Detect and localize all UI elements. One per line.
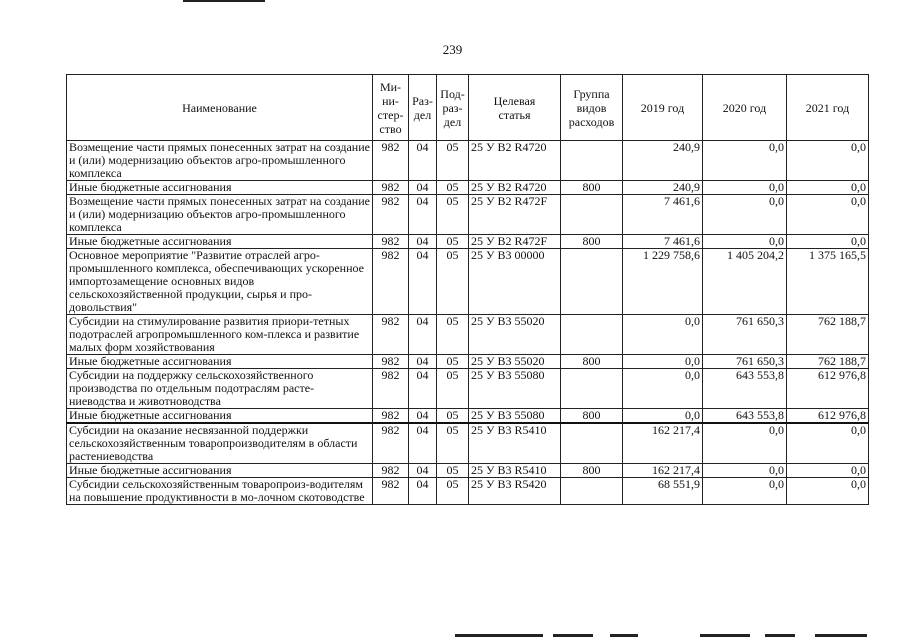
row-2020: 761 650,3 — [703, 315, 787, 355]
col-header-2021: 2021 год — [787, 75, 869, 141]
col-header-name: Наименование — [67, 75, 373, 141]
row-subsection: 05 — [437, 315, 469, 355]
row-2021: 762 188,7 — [787, 355, 869, 369]
row-target: 25 У В2 R4720 — [469, 181, 561, 195]
row-2019: 7 461,6 — [623, 195, 703, 235]
row-2020: 1 405 204,2 — [703, 249, 787, 315]
row-ministry: 982 — [373, 181, 409, 195]
table-row — [67, 409, 869, 424]
row-target: 25 У В2 R472F — [469, 235, 561, 249]
row-2019: 162 217,4 — [623, 464, 703, 478]
table-row — [67, 464, 869, 478]
row-section: 04 — [409, 249, 437, 315]
col-header-2020: 2020 год — [703, 75, 787, 141]
row-ministry: 982 — [373, 141, 409, 181]
row-section: 04 — [409, 369, 437, 409]
row-2020: 0,0 — [703, 464, 787, 478]
row-name: Субсидии на поддержку сельскохозяйственного производства по отдельным подотраслям расте-ниеводства и животноводства — [67, 369, 373, 409]
row-2019: 240,9 — [623, 141, 703, 181]
col-header-subsection: Под- раз- дел — [437, 75, 469, 141]
row-target: 25 У В3 55020 — [469, 355, 561, 369]
row-name: Возмещение части прямых понесенных затрат на создание и (или) модернизацию объектов агро-промышленного комплекса — [67, 195, 373, 235]
row-target: 25 У В3 00000 — [469, 249, 561, 315]
row-section: 04 — [409, 423, 437, 464]
row-name: Возмещение части прямых понесенных затрат на создание и (или) модернизацию объектов агро-промышленного комплекса — [67, 141, 373, 181]
row-name: Иные бюджетные ассигнования — [67, 181, 373, 195]
row-2021: 0,0 — [787, 478, 869, 505]
row-section: 04 — [409, 181, 437, 195]
row-2021: 0,0 — [787, 141, 869, 181]
row-2021: 612 976,8 — [787, 369, 869, 409]
bottom-mark — [553, 634, 593, 637]
top-edge-line — [183, 0, 265, 2]
row-ministry: 982 — [373, 409, 409, 424]
row-2021: 0,0 — [787, 423, 869, 464]
row-2021: 0,0 — [787, 195, 869, 235]
row-2020: 761 650,3 — [703, 355, 787, 369]
row-2019: 0,0 — [623, 369, 703, 409]
table-row — [67, 315, 869, 355]
table-row — [67, 423, 869, 464]
row-2020: 643 553,8 — [703, 409, 787, 424]
row-ministry: 982 — [373, 355, 409, 369]
row-target: 25 У В3 R5410 — [469, 423, 561, 464]
row-2020: 0,0 — [703, 478, 787, 505]
table-row — [67, 249, 869, 315]
row-2019: 162 217,4 — [623, 423, 703, 464]
row-name: Иные бюджетные ассигнования — [67, 464, 373, 478]
col-header-section: Раз- дел — [409, 75, 437, 141]
col-header-target: Целевая статья — [469, 75, 561, 141]
row-subsection: 05 — [437, 235, 469, 249]
row-ministry: 982 — [373, 249, 409, 315]
row-ministry: 982 — [373, 235, 409, 249]
row-ministry: 982 — [373, 478, 409, 505]
row-subsection: 05 — [437, 464, 469, 478]
row-2019: 68 551,9 — [623, 478, 703, 505]
row-ministry: 982 — [373, 369, 409, 409]
row-expense-group — [561, 423, 623, 464]
row-2021: 0,0 — [787, 464, 869, 478]
row-subsection: 05 — [437, 369, 469, 409]
row-section: 04 — [409, 464, 437, 478]
row-expense-group — [561, 195, 623, 235]
budget-table — [66, 74, 869, 505]
row-2021: 762 188,7 — [787, 315, 869, 355]
row-subsection: 05 — [437, 423, 469, 464]
row-expense-group — [561, 249, 623, 315]
bottom-mark — [765, 634, 795, 637]
row-expense-group: 800 — [561, 464, 623, 478]
bottom-edge-marks — [0, 634, 905, 640]
row-2021: 612 976,8 — [787, 409, 869, 424]
row-subsection: 05 — [437, 478, 469, 505]
row-expense-group — [561, 369, 623, 409]
row-2020: 0,0 — [703, 181, 787, 195]
row-expense-group — [561, 141, 623, 181]
page-number: 239 — [442, 42, 463, 57]
col-header-expense-group: Группа видов расходов — [561, 75, 623, 141]
row-target: 25 У В3 R5420 — [469, 478, 561, 505]
row-subsection: 05 — [437, 181, 469, 195]
row-section: 04 — [409, 409, 437, 424]
row-2020: 0,0 — [703, 195, 787, 235]
table-row — [67, 355, 869, 369]
row-section: 04 — [409, 141, 437, 181]
row-subsection: 05 — [437, 355, 469, 369]
row-subsection: 05 — [437, 249, 469, 315]
row-name: Иные бюджетные ассигнования — [67, 355, 373, 369]
row-2021: 0,0 — [787, 235, 869, 249]
row-name: Иные бюджетные ассигнования — [67, 409, 373, 424]
row-expense-group: 800 — [561, 355, 623, 369]
bottom-mark — [815, 634, 867, 637]
row-ministry: 982 — [373, 315, 409, 355]
row-section: 04 — [409, 355, 437, 369]
row-ministry: 982 — [373, 464, 409, 478]
row-2019: 1 229 758,6 — [623, 249, 703, 315]
row-expense-group: 800 — [561, 235, 623, 249]
row-target: 25 У В2 R472F — [469, 195, 561, 235]
row-section: 04 — [409, 315, 437, 355]
row-2019: 240,9 — [623, 181, 703, 195]
row-2019: 7 461,6 — [623, 235, 703, 249]
row-section: 04 — [409, 235, 437, 249]
row-name: Иные бюджетные ассигнования — [67, 235, 373, 249]
bottom-mark — [610, 634, 638, 637]
row-expense-group — [561, 478, 623, 505]
table-row — [67, 181, 869, 195]
table-row — [67, 369, 869, 409]
row-2019: 0,0 — [623, 409, 703, 424]
row-target: 25 У В3 55080 — [469, 409, 561, 424]
table-row — [67, 235, 869, 249]
header-row — [67, 75, 869, 141]
row-2020: 0,0 — [703, 235, 787, 249]
row-section: 04 — [409, 195, 437, 235]
row-name: Субсидии на оказание несвязанной поддержки сельскохозяйственным товаропроизводителям в области растениеводства — [67, 423, 373, 464]
row-name: Субсидии на стимулирование развития приори-тетных подотраслей агропромышленного ком-плекса и развитие малых форм хозяйствования — [67, 315, 373, 355]
col-header-ministry: Ми- ни- стер- ство — [373, 75, 409, 141]
row-2021: 1 375 165,5 — [787, 249, 869, 315]
row-subsection: 05 — [437, 195, 469, 235]
row-target: 25 У В3 R5410 — [469, 464, 561, 478]
bottom-mark — [455, 634, 543, 637]
col-header-2019: 2019 год — [623, 75, 703, 141]
row-ministry: 982 — [373, 423, 409, 464]
row-2021: 0,0 — [787, 181, 869, 195]
table-row — [67, 141, 869, 181]
row-expense-group: 800 — [561, 181, 623, 195]
row-ministry: 982 — [373, 195, 409, 235]
table-row — [67, 195, 869, 235]
row-expense-group — [561, 315, 623, 355]
row-2019: 0,0 — [623, 355, 703, 369]
row-expense-group: 800 — [561, 409, 623, 424]
row-2020: 643 553,8 — [703, 369, 787, 409]
row-target: 25 У В3 55020 — [469, 315, 561, 355]
row-2020: 0,0 — [703, 141, 787, 181]
row-subsection: 05 — [437, 141, 469, 181]
row-subsection: 05 — [437, 409, 469, 424]
row-name: Основное мероприятие "Развитие отраслей агро-промышленного комплекса, обеспечивающих ускоренное импортозамещение основных видов сельскохозяйственной продукции, сырья и про-довольствия" — [67, 249, 373, 315]
bottom-mark — [700, 634, 750, 637]
row-target: 25 У В3 55080 — [469, 369, 561, 409]
row-2020: 0,0 — [703, 423, 787, 464]
table-row — [67, 478, 869, 505]
row-2019: 0,0 — [623, 315, 703, 355]
row-target: 25 У В2 R4720 — [469, 141, 561, 181]
row-name: Субсидии сельскохозяйственным товаропроиз-водителям на повышение продуктивности в мо-лочном скотоводстве — [67, 478, 373, 505]
row-section: 04 — [409, 478, 437, 505]
